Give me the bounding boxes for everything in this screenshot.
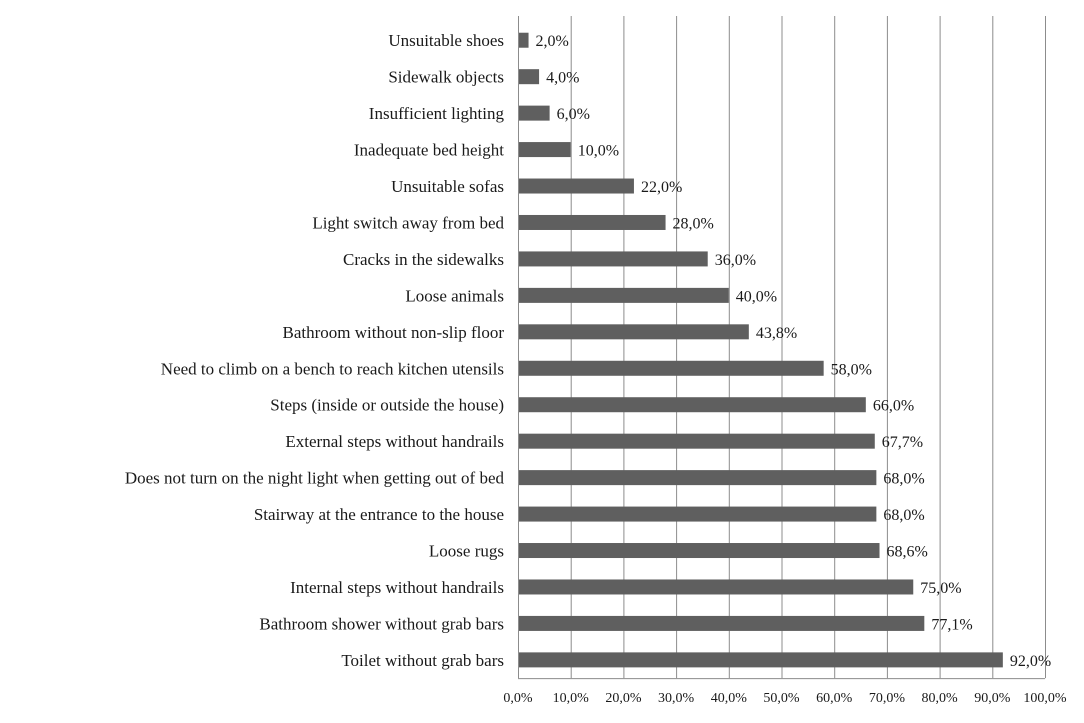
bar: [519, 543, 880, 558]
bar: [519, 33, 529, 48]
category-label: Loose animals: [405, 286, 504, 306]
category-label: Sidewalk objects: [388, 67, 504, 87]
value-label: 28,0%: [672, 215, 714, 233]
value-label: 22,0%: [640, 179, 683, 197]
bar: [519, 106, 550, 121]
value-label: 4,0%: [546, 69, 580, 87]
bar: [519, 397, 866, 412]
bar: [519, 507, 876, 522]
x-tick-label: 30,0%: [658, 691, 695, 707]
category-label: Cracks in the sidewalks: [343, 249, 504, 269]
x-tick-label: 0,0%: [503, 691, 533, 707]
category-label: Need to climb on a bench to reach kitchen utensils: [160, 359, 504, 379]
bar: [519, 652, 1003, 667]
bar: [519, 251, 708, 266]
bar: [519, 434, 875, 449]
category-label: Internal steps without handrails: [290, 577, 504, 597]
x-tick-label: 50,0%: [763, 691, 800, 707]
category-label: Bathroom shower without grab bars: [259, 614, 504, 634]
x-tick-label: 80,0%: [921, 691, 958, 707]
value-label: 40,0%: [735, 288, 778, 306]
bar: [519, 579, 913, 594]
value-label: 66,0%: [872, 397, 915, 415]
value-label: 10,0%: [577, 142, 620, 160]
value-label: 6,0%: [556, 106, 590, 124]
value-label: 67,7%: [881, 434, 924, 452]
value-label: 68,6%: [886, 543, 928, 561]
category-label: Stairway at the entrance to the house: [253, 505, 504, 525]
category-label: Bathroom without non-slip floor: [282, 322, 504, 342]
category-label: Loose rugs: [428, 541, 504, 561]
x-tick-label: 100,0%: [1023, 691, 1067, 707]
bar: [519, 324, 749, 339]
value-label: 75,0%: [920, 579, 962, 597]
category-label: Inadequate bed height: [353, 140, 504, 160]
bar: [519, 142, 571, 157]
value-label: 43,8%: [755, 324, 798, 342]
category-label: Unsuitable sofas: [391, 177, 504, 197]
x-tick-label: 10,0%: [552, 691, 589, 707]
bar: [519, 69, 539, 84]
bar: [519, 179, 634, 194]
x-tick-label: 70,0%: [868, 691, 905, 707]
bar: [519, 616, 924, 631]
value-label: 36,0%: [714, 251, 757, 269]
category-label: Does not turn on the night light when getting out of bed: [124, 468, 504, 488]
x-tick-label: 20,0%: [605, 691, 642, 707]
x-tick-label: 60,0%: [816, 691, 853, 707]
value-label: 2,0%: [535, 33, 569, 51]
bar: [519, 361, 824, 376]
value-label: 68,0%: [883, 507, 925, 525]
category-label: Toilet without grab bars: [341, 650, 504, 670]
category-label: Steps (inside or outside the house): [270, 395, 504, 415]
value-label: 77,1%: [931, 616, 973, 634]
category-label: Unsuitable shoes: [388, 31, 504, 51]
value-label: 68,0%: [883, 470, 925, 488]
bar: [519, 470, 876, 485]
bar: [519, 215, 666, 230]
value-label: 92,0%: [1009, 652, 1052, 670]
x-tick-label: 40,0%: [710, 691, 747, 707]
category-label: Insufficient lighting: [368, 104, 504, 124]
bar: [519, 288, 729, 303]
x-tick-label: 90,0%: [974, 691, 1011, 707]
category-label: External steps without handrails: [285, 432, 504, 452]
value-label: 58,0%: [830, 361, 872, 379]
category-label: Light switch away from bed: [312, 213, 504, 233]
